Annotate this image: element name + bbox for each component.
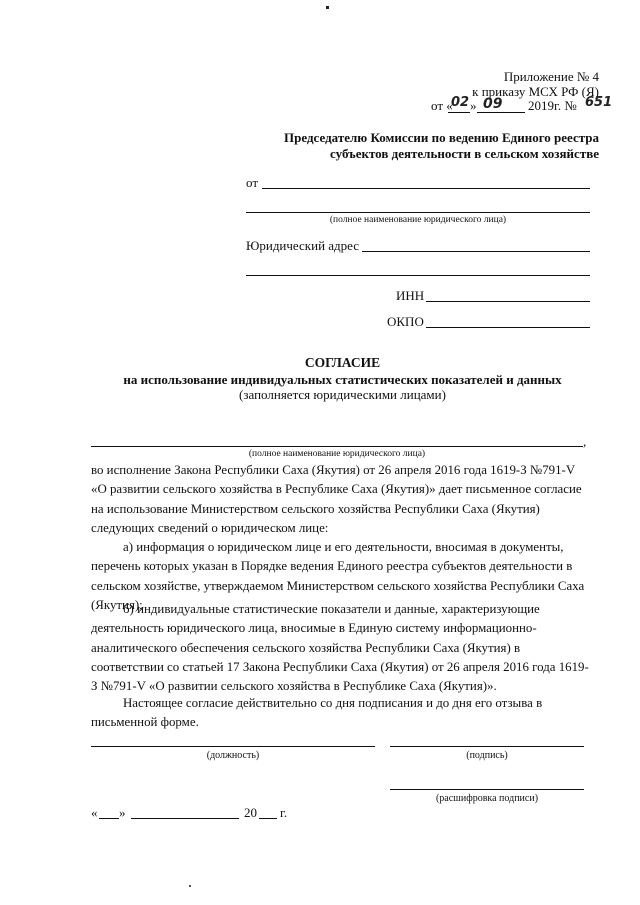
document-note: (заполняется юридическими лицами) [239, 387, 446, 402]
signature-hint: (подпись) [466, 750, 508, 761]
paragraph-line: деятельность юридического лица, вносимые в Единую систему информационно- [91, 621, 537, 636]
position-field[interactable] [91, 746, 375, 747]
position-hint: (должность) [206, 750, 260, 761]
paragraph-line: перечень которых указан в Порядке ведения Единого реестра субъектов деятельности в [91, 559, 573, 574]
date-month-field[interactable] [131, 818, 239, 819]
signature-decoding-field[interactable] [390, 789, 584, 790]
paragraph-line: а) информация о юридическом лице и его деятельности, вносимая в документы, [123, 540, 564, 554]
handwritten-month: 09 [483, 96, 503, 112]
document-title: СОГЛАСИЕ [304, 355, 381, 370]
month-underline [477, 112, 525, 113]
year-label: 2019г. № [528, 98, 577, 113]
paragraph-line: на использование Министерством сельского хозяйства Республики Саха (Якутия) [91, 501, 540, 516]
paragraph-final [91, 694, 594, 733]
date-prefix: от « [431, 98, 453, 113]
appendix-number: Приложение № 4 [503, 69, 599, 84]
paragraph-line: аналитического обеспечения сельского хозяйства Республики Саха (Якутия) в [91, 640, 521, 655]
date-day-field[interactable] [99, 818, 119, 819]
handwritten-order-number: 651 [585, 95, 613, 110]
handwritten-day: 02 [451, 95, 470, 110]
fullname-hint: (полное наименование юридического лица) [329, 215, 507, 225]
document-subtitle: на использование индивидуальных статистических показателей и данных [123, 372, 562, 387]
paragraph-line: следующих сведений о юридическом лице: [91, 520, 329, 535]
addressee-line-1: Председателю Комиссии по ведению Единого реестра [284, 130, 599, 145]
paragraph-line: сельском хозяйстве, утверждаемом Министерством сельского хозяйства Республики Саха [91, 578, 585, 593]
body-comma: , [583, 434, 587, 449]
scan-speck [326, 6, 329, 9]
order-reference: к приказу МСХ РФ (Я) [472, 84, 599, 99]
date-mid: » [470, 98, 477, 113]
signature-field[interactable] [390, 746, 584, 747]
signature-decoding-hint: (расшифровка подписи) [435, 793, 539, 804]
scan-speck [189, 885, 191, 887]
date-close-quote: » [119, 805, 126, 820]
date-open-quote: « [91, 805, 98, 820]
date-year-field[interactable] [259, 818, 277, 819]
legal-address-field[interactable] [362, 251, 590, 252]
inn-label: ИНН [396, 288, 425, 303]
paragraph-line: З №791-V «О развитии сельского хозяйства в Республике Саха (Якутия)». [91, 679, 497, 694]
day-underline [448, 112, 470, 113]
okpo-field[interactable] [426, 327, 590, 328]
body-fullname-field[interactable] [91, 446, 583, 447]
paragraph-item-b [91, 600, 594, 696]
paragraph-line: письменной форме. [91, 715, 199, 730]
from-field[interactable] [262, 188, 590, 189]
date-year-suffix: г. [280, 805, 288, 820]
paragraph-line: (Якутия); [91, 597, 143, 612]
paragraph-line: соответствии со статьей 17 Закона Республики Саха (Якутия) от 26 апреля 2016 года 1619- [91, 659, 589, 674]
paragraph-line: б) индивидуальные статистические показатели и данные, характеризующие [123, 602, 540, 616]
okpo-label: ОКПО [387, 314, 424, 329]
addressee-line-2: субъектов деятельности в сельском хозяйстве [330, 146, 599, 161]
paragraph-intro [91, 461, 594, 538]
legal-address-label: Юридический адрес [246, 238, 360, 253]
legal-address-field-2[interactable] [246, 275, 590, 276]
inn-field[interactable] [426, 301, 590, 302]
date-year-prefix: 20 [244, 805, 257, 820]
from-label: от [246, 175, 259, 190]
paragraph-line: во исполнение Закона Республики Саха (Якутия) от 26 апреля 2016 года 1619-З №791-V [91, 463, 576, 477]
paragraph-line: «О развитии сельского хозяйства в Республике Саха (Якутия)» дает письменное согласие [91, 482, 582, 497]
fullname-field-line[interactable] [246, 212, 590, 213]
paragraph-line: Настоящее согласие действительно со дня подписания и до дня его отзыва в [123, 696, 543, 710]
body-fullname-hint: (полное наименование юридического лица) [248, 449, 426, 459]
